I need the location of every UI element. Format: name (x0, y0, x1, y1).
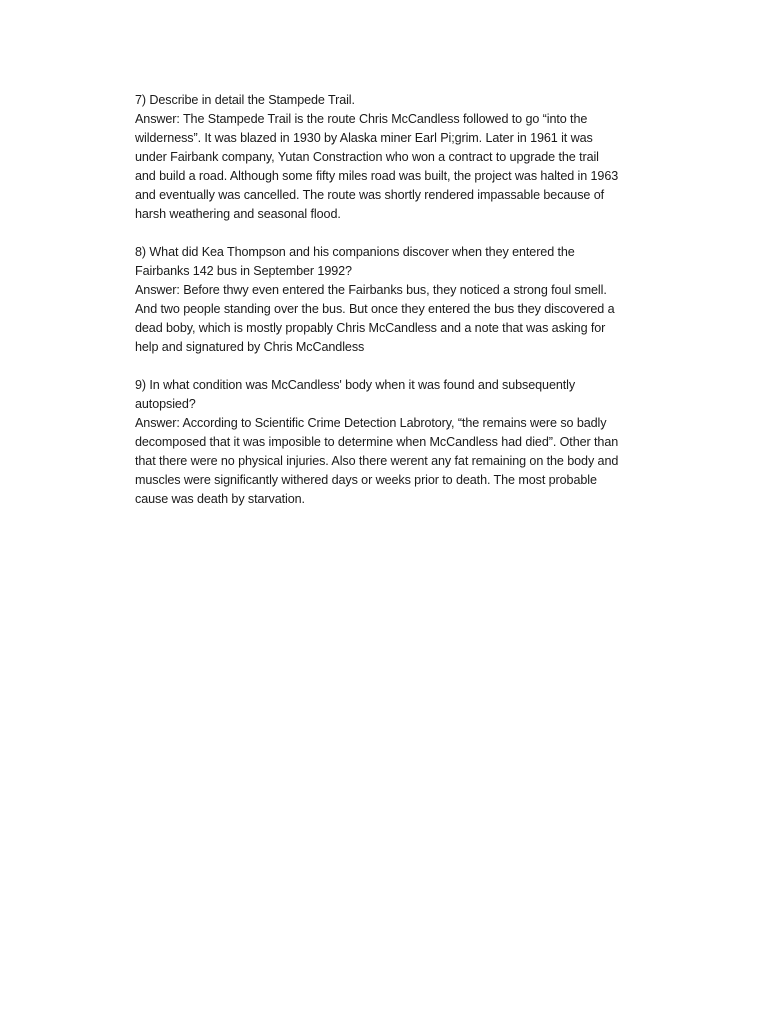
answer-7-line: under Fairbank company, Yutan Constraction who won a contract to upgrade the trail (135, 150, 599, 164)
answer-7-line: harsh weathering and seasonal flood. (135, 207, 341, 221)
question-8-text: 8) What did Kea Thompson and his companions discover when they entered the (135, 245, 575, 259)
question-block-7 (135, 91, 683, 224)
answer-9-line: that there were no physical injuries. Also there werent any fat remaining on the body and (135, 454, 619, 468)
answer-9-line: muscles were significantly withered days or weeks prior to death. The most probable (135, 473, 597, 487)
answer-7-line: and build a road. Although some fifty miles road was built, the project was halted in 1963 (135, 169, 619, 183)
question-7-text: 7) Describe in detail the Stampede Trail. (135, 93, 355, 107)
answer-8-line: dead boby, which is mostly propably Chris McCandless and a note that was asking for (135, 321, 606, 335)
answer-7-line: wilderness”. It was blazed in 1930 by Alaska miner Earl Pi;grim. Later in 1961 it was (135, 131, 593, 145)
answer-7-line: Answer: The Stampede Trail is the route Chris McCandless followed to go “into the (135, 112, 588, 126)
question-9-text: 9) In what condition was McCandless' body when it was found and subsequently (135, 378, 576, 392)
answer-8-line: And two people standing over the bus. But once they entered the bus they discovered a (135, 302, 615, 316)
answer-7-line: and eventually was cancelled. The route was shortly rendered impassable because of (135, 188, 605, 202)
question-block-8 (135, 243, 683, 357)
question-9-text: autopsied? (135, 397, 196, 411)
question-8-text: Fairbanks 142 bus in September 1992? (135, 264, 352, 278)
question-block-9 (135, 376, 683, 509)
answer-8-line: Answer: Before thwy even entered the Fairbanks bus, they noticed a strong foul smell. (135, 283, 607, 297)
answer-9-line: decomposed that it was imposible to determine when McCandless had died”. Other than (135, 435, 619, 449)
answer-9-line: cause was death by starvation. (135, 492, 305, 506)
document-body (135, 91, 683, 528)
answer-9-line: Answer: According to Scientific Crime Detection Labrotory, “the remains were so badly (135, 416, 607, 430)
answer-8-line: help and signatured by Chris McCandless (135, 340, 365, 354)
